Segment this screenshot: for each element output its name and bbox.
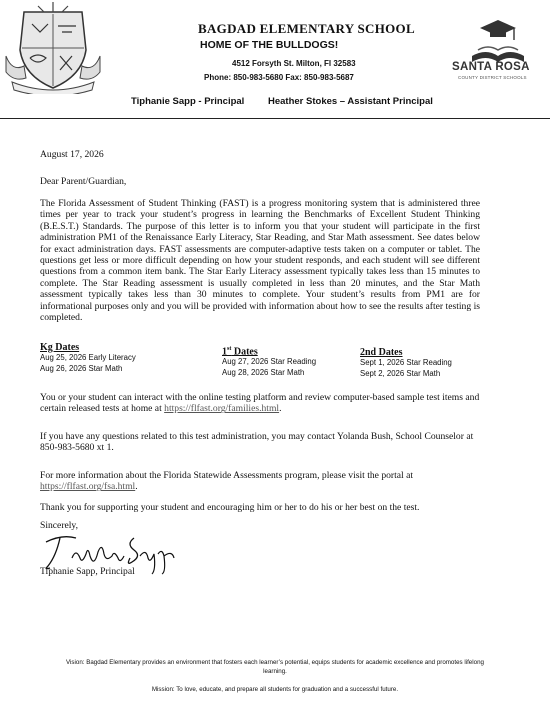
principal-name: Tiphanie Sapp - Principal [131, 96, 245, 107]
date-line: Aug 26, 2026 Star Math [40, 363, 123, 373]
date-line: Sept 1, 2026 Star Reading [360, 358, 452, 367]
letter-paragraph-1: The Florida Assessment of Student Thinking (FAST) is a progress monitoring system that is administered three times per year to track your student’s progress in learning the Benchmarks of Excellent Student Thinking (B.E.S.T.) Standards. The purpose of this letter is to inform you that your student will participate in the first administration PM1 of the Renaissance Early Literacy, Star Reading, and Star Math assessment. See dates below for exact administration days. FAST assessments are computer-adaptive tests taken on a computer or tablet. The questions get less or more difficult depending on how your student responds, and each student will see different questions from a common item bank. The Star Early Literacy assessment typically takes less than 15 minutes to complete. The Star Reading assessment is usually completed in less than 20 minutes, and the Star Math assessment typically takes less than 30 minutes to complete. Your student’s results from PM1 are for informational purposes only and you will be provided with information about how to see the results after testing is completed. [40, 198, 480, 324]
kg-dates-heading: Kg Dates [40, 342, 80, 353]
paragraph-end: . [135, 481, 138, 493]
paragraph-text: For more information about the Florida Statewide Assessments program, please visit the portal at [40, 470, 414, 481]
letter-date: August 17, 2026 [40, 149, 104, 160]
mission-statement: Mission: To love, educate, and prepare all students for graduation and a successful future. [151, 686, 399, 693]
first-dates-heading [222, 344, 316, 357]
date-line: Sept 2, 2026 Star Math [360, 368, 441, 378]
school-tagline: HOME OF THE BULLDOGS! [200, 39, 339, 51]
vision-statement: Vision: Bagdad Elementary provides an environment that fosters each learner’s potential, equips students for academic excellence and promotes lifelong learning. [66, 659, 484, 675]
families-link[interactable]: https://flfast.org/families.html [164, 403, 280, 415]
closing: Sincerely, [40, 520, 79, 531]
header-divider [0, 118, 550, 119]
heading-rest: Dates [231, 346, 258, 358]
first-dates [222, 344, 316, 379]
paragraph-end: . [279, 403, 282, 415]
letter-paragraph-5: Thank you for supporting your student and encouraging him or her to do his or her best on the test. [40, 502, 420, 513]
school-crest-icon [2, 2, 104, 94]
letter-paragraph-3: If you have any questions related to this test administration, you may contact Yolanda Bush, School Counselor at 850-983-5680 xt 1. [40, 431, 474, 454]
district-subtitle: COUNTY DISTRICT SCHOOLS [458, 75, 527, 80]
letter-paragraph-4 [40, 470, 485, 493]
school-address: 4512 Forsyth St. Milton, Fl 32583 [232, 59, 356, 68]
fsa-portal-link[interactable]: https://flfast.org/fsa.html [40, 481, 136, 493]
date-line: Aug 25, 2026 Early Literacy [40, 353, 136, 362]
district-name: SANTA ROSA [452, 61, 530, 73]
school-phone: Phone: 850-983-5680 Fax: 850-983-5687 [204, 73, 354, 82]
school-name: BAGDAD ELEMENTARY SCHOOL [198, 21, 415, 36]
paragraph-text: You or your student can interact with the online testing platform and review computer-based sample test items and certain released tests at home at [40, 392, 480, 415]
salutation: Dear Parent/Guardian, [40, 176, 127, 187]
second-dates [360, 347, 452, 380]
heading-superscript: st [227, 346, 232, 352]
signature-name: Tiphanie Sapp, Principal [40, 566, 135, 577]
assistant-principal-name: Heather Stokes – Assistant Principal [268, 96, 433, 107]
second-dates-heading: 2nd Dates [360, 347, 403, 358]
date-line: Aug 27, 2026 Star Reading [222, 357, 317, 367]
heading-number: 1 [222, 346, 227, 358]
date-line: Aug 28, 2026 Star Math [222, 368, 305, 378]
kg-dates [40, 342, 136, 375]
letter-paragraph-2 [40, 392, 485, 415]
